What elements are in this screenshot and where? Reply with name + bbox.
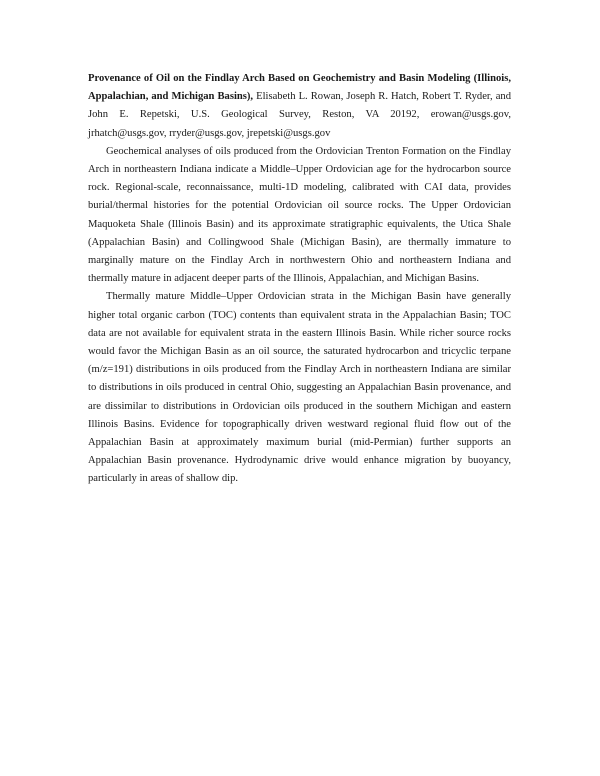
abstract-page — [88, 70, 511, 489]
abstract-title: Provenance of Oil on the Findlay Arch Based on Geochemistry and Basin Modeling (Illinois, Appalachian, and Michigan Basins), — [88, 73, 511, 103]
abstract-paragraph-1: Geochemical analyses of oils produced from the Ordovician Trenton Formation on the Findlay Arch in northeastern Indiana indicate a Middle–Upper Ordovician age for the hydrocarbon source rock. Regional-scale, reconnaissance, multi-1D modeling, calibrated with CAI data, provides burial/thermal histories for the potential Ordovician oil source rocks. The Upper Ordovician Maquoketa Shale (Illinois Basin) and its approximate stratigraphic equivalents, the Utica Shale (Appalachian Basin) and Collingwood Shale (Michigan Basin), are thermally immature to marginally mature on the Findlay Arch in northwestern Ohio and northeastern Indiana and thermally mature in adjacent deeper parts of the Illinois, Appalachian, and Michigan Basins. — [88, 145, 511, 285]
abstract-emails: erowan@usgs.gov, jrhatch@usgs.gov, rryder@usgs.gov, jrepetski@usgs.gov — [88, 109, 511, 139]
abstract-header — [88, 70, 511, 143]
abstract-paragraph-2: Thermally mature Middle–Upper Ordovician strata in the Michigan Basin have generally higher total organic carbon (TOC) contents than equivalent strata in the Appalachian Basin; TOC data are not available for equivalent strata in the eastern Illinois Basin. While richer source rocks would favor the Michigan Basin as an oil source, the saturated hydrocarbon and tricyclic terpane (m/z=191) distributions in oils produced from the Findlay Arch in northeastern Indiana are similar to distributions in oils produced in central Ohio, suggesting an Appalachian Basin provenance, and are dissimilar to distributions in Ordovician oils produced in the southern Michigan and eastern Illinois Basins. Evidence for topographically driven westward regional fluid flow out of the Appalachian Basin at approximately maximum burial (mid-Permian) further supports an Appalachian Basin provenance. Hydrodynamic drive would enhance migration by buoyancy, particularly in areas of shallow dip. — [88, 291, 511, 485]
abstract-authors: Elisabeth L. Rowan, Joseph R. Hatch, Robert T. Ryder, and John E. Repetski, U.S. Geological Survey, Reston, VA 20192, — [88, 91, 511, 121]
